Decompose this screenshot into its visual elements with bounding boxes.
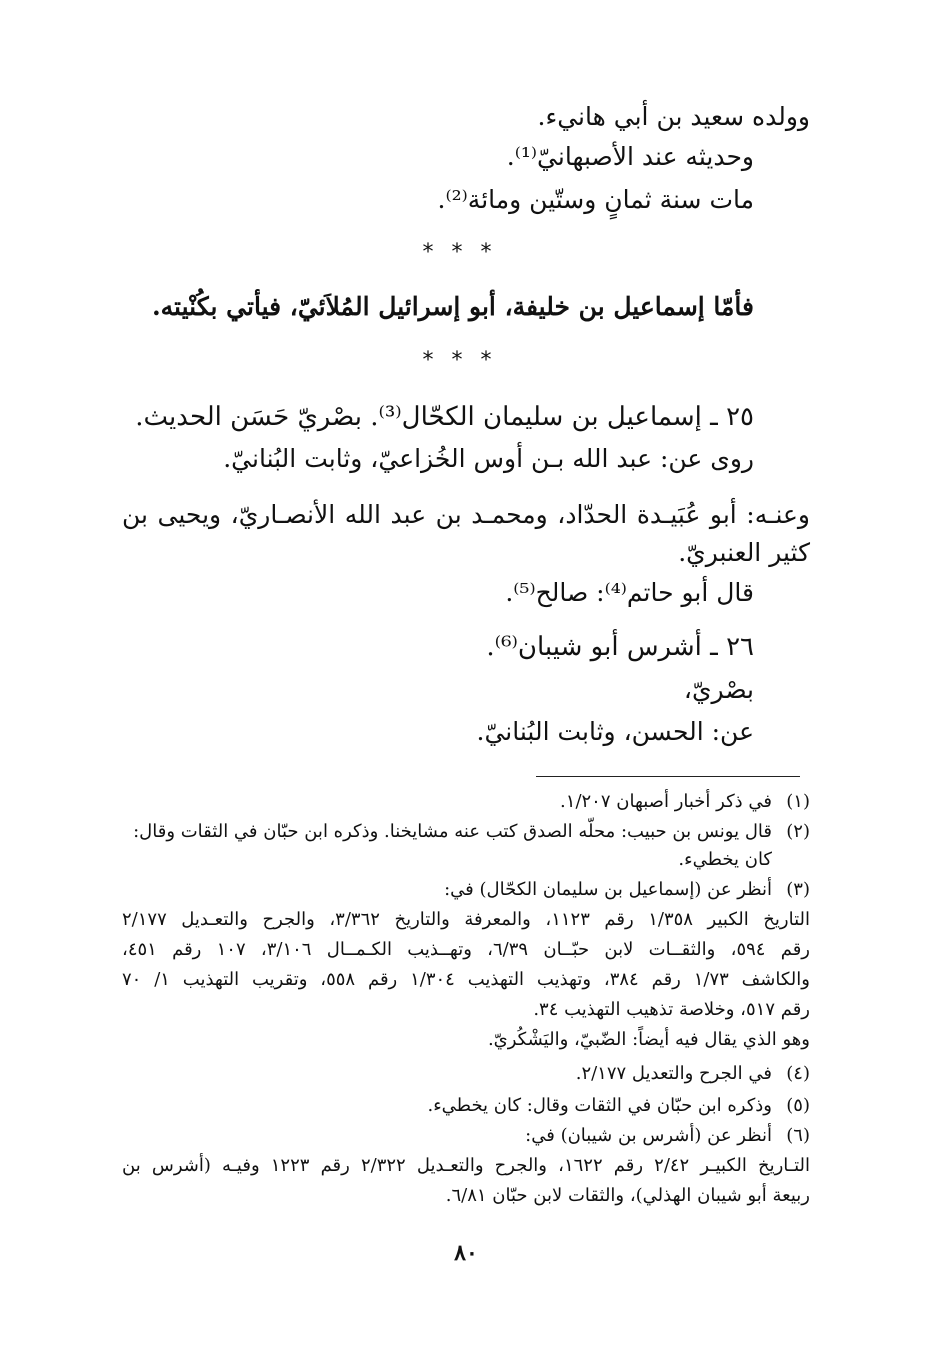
footnote-text-3-line-b: رقم ٥٩٤، والثقــات لابن حبّــان ٦/٣٩، وتهــذيب الكـمــال ٣/١٠٦، ١٠٧ رقم ٤٥١،: [122, 939, 810, 960]
footnote-text-2: قال يونس بن حبيب: محلّه الصدق كتب عنه مشايخنا. وذكره ابن حبّان في الثقات وقال:: [133, 821, 772, 842]
footnote-number-3: (٣): [786, 879, 810, 900]
page-number: ٨٠: [454, 1240, 478, 1266]
footnote-text-4: في الجرح والتعديل ٢/١٧٧.: [575, 1063, 772, 1084]
text-line-12: عن: الحسن، وثابت البُنانيّ.: [476, 717, 754, 746]
footnote-number-4: (٤): [786, 1063, 810, 1084]
section-separator-stars: ***: [422, 348, 510, 373]
footnote-text-3-line-e: وهو الذي يقال فيه أيضاً: الضّبيّ، واليَشْكُريّ.: [487, 1029, 810, 1050]
footnote-text-3-line-a: التاريخ الكبير ١/٣٥٨ رقم ١١٢٣، والمعرفة والتاريخ ٣/٣٦٢، والجرح والتعـديل ٢/١٧٧: [122, 909, 810, 930]
footnote-text-6-line-b: ربيعة أبو شيبان الهذلي)، والثقات لابن حبّان ٦/٨١.: [445, 1185, 810, 1206]
footnote-text-2-cont: كان يخطيء.: [678, 849, 772, 870]
text-line-7: وعنـه: أبو عُبَيـدة الحدّاد، ومحمـد بن عبد الله الأنصـاريّ، ويحيى بن: [122, 500, 810, 529]
footnote-text-5: وذكره ابن حبّان في الثقات وقال: كان يخطيء.: [427, 1095, 772, 1116]
entry-heading-25: ٢٥ ـ إسماعيل بن سليمان الكحّال⁽³⁾. بصْريّ حَسَن الحديث.: [135, 402, 754, 432]
text-line-4: فأمّا إسماعيل بن خليفة، أبو إسرائيل المُلاَئيّ، فيأتي بكُنْيته.: [151, 292, 754, 321]
footnote-text-1: في ذكر أخبار أصبهان ١/٢٠٧.: [560, 791, 772, 812]
text-line-2: وحديثه عند الأصبهانيّ⁽¹⁾.: [506, 142, 754, 171]
text-line-11: بصْريّ،: [683, 675, 754, 704]
footnote-text-3-line-c: والكاشف ١/٧٣ رقم ٣٨٤، وتهذيب التهذيب ١/٣٠٤ رقم ٥٥٨، وتقريب التهذيب ١/ ٧٠: [122, 969, 810, 990]
footnote-text-6: أنظر عن (أشرس بن شيبان) في:: [525, 1125, 772, 1146]
text-line-9: قال أبو حاتم⁽⁴⁾: صالح⁽⁵⁾.: [505, 578, 754, 607]
footnote-text-6-line-a: التـاريخ الكبيـر ٢/٤٢ رقم ١٦٢٢، والجرح والتعـديل ٢/٣٢٢ رقم ١٢٢٣ وفيـه (أشرس بن: [122, 1155, 810, 1176]
text-line-3: مات سنة ثمانٍ وستّين ومائة⁽²⁾.: [437, 185, 754, 214]
entry-heading-26: ٢٦ ـ أشرس أبو شيبان⁽⁶⁾.: [486, 632, 754, 662]
footnote-number-2: (٢): [786, 821, 810, 842]
text-line-1: وولده سعيد بن أبي هانيء.: [537, 102, 810, 131]
footnote-divider: [536, 776, 800, 777]
footnote-number-1: (١): [786, 791, 810, 812]
footnote-number-6: (٦): [786, 1125, 810, 1146]
footnote-number-5: (٥): [786, 1095, 810, 1116]
footnote-text-3: أنظر عن (إسماعيل بن سليمان الكحّال) في:: [444, 879, 772, 900]
section-separator-stars: ***: [422, 240, 510, 265]
footnote-text-3-line-d: رقم ٥١٧، وخلاصة تذهيب التهذيب ٣٤.: [533, 999, 810, 1020]
text-line-8: كثير العنبريّ.: [678, 538, 810, 567]
text-line-6: روى عن: عبد الله بـن أوس الخُزاعيّ، وثابت البُنانيّ.: [223, 444, 754, 473]
